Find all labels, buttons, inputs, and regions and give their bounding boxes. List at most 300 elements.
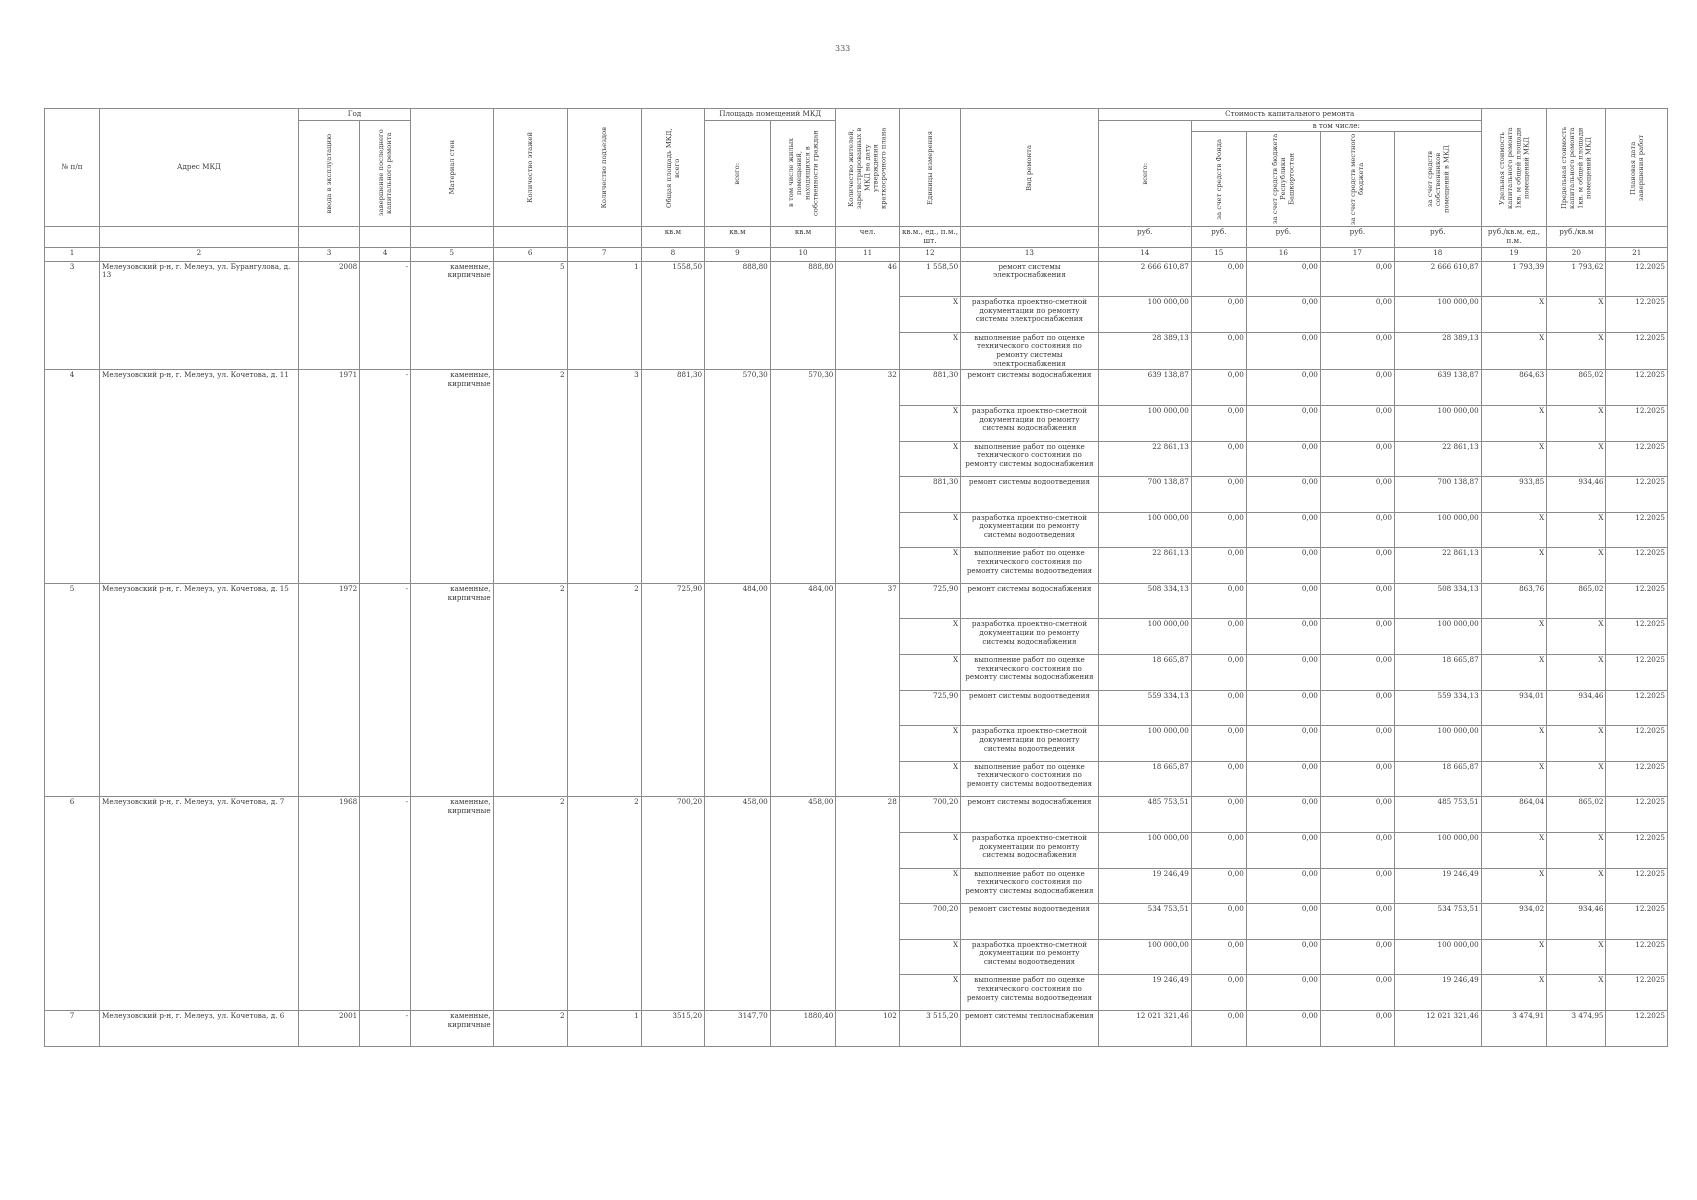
unit-cost: 933,85 (1481, 477, 1547, 513)
work-type: ремонт системы электроснабжения (961, 261, 1099, 297)
column-number: 9 (705, 247, 771, 261)
unit-value: 1 558,50 (899, 261, 960, 297)
max-cost: 865,02 (1547, 583, 1606, 619)
unit-cell: кв.м (770, 227, 836, 247)
year-commissioning: 2008 (298, 261, 359, 370)
cost-total: 19 246,49 (1098, 975, 1191, 1011)
floors: 2 (493, 370, 567, 584)
header-cost-budget-rb: за счет средств бюджета Республики Башкортостан (1246, 132, 1320, 227)
column-number: 18 (1394, 247, 1481, 261)
deadline: 12.2025 (1606, 477, 1668, 513)
residents: 28 (836, 797, 899, 1011)
header-work-type: Вид ремонта (961, 109, 1099, 227)
cost-fund: 0,00 (1191, 548, 1246, 584)
cost-fund: 0,00 (1191, 619, 1246, 655)
unit-cell: кв.м., ед., п.м., шт. (899, 227, 960, 247)
cost-owners: 559 334,13 (1394, 690, 1481, 726)
cost-owners: 12 021 321,46 (1394, 1011, 1481, 1047)
column-number: 20 (1547, 247, 1606, 261)
unit-value: X (899, 297, 960, 333)
unit-value: 881,30 (899, 370, 960, 406)
cost-owners: 100 000,00 (1394, 512, 1481, 548)
cost-budget-rb: 0,00 (1246, 833, 1320, 869)
cost-fund: 0,00 (1191, 477, 1246, 513)
floors: 5 (493, 261, 567, 370)
unit-cost: X (1481, 939, 1547, 975)
total-area: 881,30 (641, 370, 704, 584)
cost-local: 0,00 (1320, 939, 1394, 975)
building-address: Мелеузовский р-н, г. Мелеуз, ул. Бурангулова, д. 13 (100, 261, 299, 370)
unit-value: X (899, 975, 960, 1011)
building-num: 7 (45, 1011, 100, 1047)
cost-total: 22 861,13 (1098, 548, 1191, 584)
cost-fund: 0,00 (1191, 797, 1246, 833)
unit-value: X (899, 441, 960, 477)
cost-local: 0,00 (1320, 833, 1394, 869)
column-number: 5 (411, 247, 494, 261)
deadline: 12.2025 (1606, 939, 1668, 975)
unit-cost: X (1481, 441, 1547, 477)
cost-fund: 0,00 (1191, 868, 1246, 904)
deadline: 12.2025 (1606, 975, 1668, 1011)
work-type: разработка проектно-сметной документации по ремонту системы водоснабжения (961, 833, 1099, 869)
table-row (45, 583, 1668, 619)
cost-fund: 0,00 (1191, 761, 1246, 797)
building-address: Мелеузовский р-н, г. Мелеуз, ул. Кочетова, д. 7 (100, 797, 299, 1011)
cost-fund: 0,00 (1191, 332, 1246, 370)
column-number: 2 (100, 247, 299, 261)
max-cost: 934,46 (1547, 477, 1606, 513)
cost-total: 485 753,51 (1098, 797, 1191, 833)
residents: 37 (836, 583, 899, 797)
header-incl: в том числе: (1191, 120, 1481, 132)
residents: 46 (836, 261, 899, 370)
column-number: 16 (1246, 247, 1320, 261)
unit-value: X (899, 548, 960, 584)
cost-budget-rb: 0,00 (1246, 332, 1320, 370)
year-commissioning: 2001 (298, 1011, 359, 1047)
header-cost-owners: за счет средств собственников помещений в МКД (1394, 132, 1481, 227)
column-number: 3 (298, 247, 359, 261)
work-type: ремонт системы теплоснабжения (961, 1011, 1099, 1047)
max-cost: X (1547, 868, 1606, 904)
header-wall: Материал стен (411, 109, 494, 227)
unit-cost: 864,04 (1481, 797, 1547, 833)
unit-value: X (899, 512, 960, 548)
premises-total: 888,80 (705, 261, 771, 370)
work-type: выполнение работ по оценке технического состояния по ремонту системы электроснабжения (961, 332, 1099, 370)
cost-budget-rb: 0,00 (1246, 939, 1320, 975)
max-cost: 865,02 (1547, 370, 1606, 406)
table-row (45, 1011, 1668, 1047)
work-type: разработка проектно-сметной документации по ремонту системы водоотведения (961, 512, 1099, 548)
premises-residential: 458,00 (770, 797, 836, 1011)
cost-local: 0,00 (1320, 655, 1394, 691)
max-cost: X (1547, 548, 1606, 584)
cost-budget-rb: 0,00 (1246, 370, 1320, 406)
cost-local: 0,00 (1320, 690, 1394, 726)
year-last-repair: - (360, 583, 411, 797)
unit-value: X (899, 619, 960, 655)
work-type: разработка проектно-сметной документации по ремонту системы водоотведения (961, 939, 1099, 975)
cost-total: 100 000,00 (1098, 405, 1191, 441)
cost-fund: 0,00 (1191, 441, 1246, 477)
building-address: Мелеузовский р-н, г. Мелеуз, ул. Кочетова, д. 11 (100, 370, 299, 584)
cost-local: 0,00 (1320, 868, 1394, 904)
cost-local: 0,00 (1320, 619, 1394, 655)
cost-owners: 485 753,51 (1394, 797, 1481, 833)
max-cost: X (1547, 761, 1606, 797)
cost-owners: 19 246,49 (1394, 868, 1481, 904)
cost-fund: 0,00 (1191, 405, 1246, 441)
cost-owners: 100 000,00 (1394, 833, 1481, 869)
max-cost: 865,02 (1547, 797, 1606, 833)
cost-fund: 0,00 (1191, 512, 1246, 548)
cost-total: 100 000,00 (1098, 512, 1191, 548)
column-number: 4 (360, 247, 411, 261)
unit-cost: X (1481, 619, 1547, 655)
unit-cost: X (1481, 833, 1547, 869)
cost-local: 0,00 (1320, 797, 1394, 833)
unit-cost: 864,63 (1481, 370, 1547, 406)
unit-value: X (899, 655, 960, 691)
cost-fund: 0,00 (1191, 583, 1246, 619)
cost-budget-rb: 0,00 (1246, 904, 1320, 940)
header-year-commissioning: ввода в эксплуатацию (298, 120, 359, 227)
deadline: 12.2025 (1606, 868, 1668, 904)
unit-value: X (899, 939, 960, 975)
cost-budget-rb: 0,00 (1246, 619, 1320, 655)
header-cost-group: Стоимость капитального ремонта (1098, 109, 1481, 121)
cost-owners: 534 753,51 (1394, 904, 1481, 940)
deadline: 12.2025 (1606, 512, 1668, 548)
unit-cost: X (1481, 512, 1547, 548)
unit-cost: X (1481, 655, 1547, 691)
unit-cost: X (1481, 548, 1547, 584)
deadline: 12.2025 (1606, 405, 1668, 441)
column-number: 17 (1320, 247, 1394, 261)
unit-cell: руб. (1098, 227, 1191, 247)
cost-budget-rb: 0,00 (1246, 583, 1320, 619)
cost-total: 100 000,00 (1098, 726, 1191, 762)
cost-local: 0,00 (1320, 1011, 1394, 1047)
deadline: 12.2025 (1606, 370, 1668, 406)
work-type: выполнение работ по оценке технического состояния по ремонту системы водоснабжения (961, 441, 1099, 477)
cost-budget-rb: 0,00 (1246, 1011, 1320, 1047)
cost-budget-rb: 0,00 (1246, 477, 1320, 513)
unit-value: X (899, 761, 960, 797)
column-number: 14 (1098, 247, 1191, 261)
column-number: 12 (899, 247, 960, 261)
cost-fund: 0,00 (1191, 904, 1246, 940)
deadline: 12.2025 (1606, 261, 1668, 297)
year-last-repair: - (360, 370, 411, 584)
cost-owners: 100 000,00 (1394, 297, 1481, 333)
cost-total: 100 000,00 (1098, 619, 1191, 655)
unit-value: X (899, 726, 960, 762)
deadline: 12.2025 (1606, 1011, 1668, 1047)
residents: 102 (836, 1011, 899, 1047)
max-cost: X (1547, 512, 1606, 548)
work-type: ремонт системы водоснабжения (961, 583, 1099, 619)
unit-cell: кв.м (641, 227, 704, 247)
column-number: 15 (1191, 247, 1246, 261)
entrances: 1 (567, 261, 641, 370)
column-number: 7 (567, 247, 641, 261)
column-number: 10 (770, 247, 836, 261)
cost-owners: 18 665,87 (1394, 655, 1481, 691)
premises-residential: 484,00 (770, 583, 836, 797)
max-cost: X (1547, 441, 1606, 477)
unit-cost: 934,02 (1481, 904, 1547, 940)
header-cost-fund: за счет средств Фонда (1191, 132, 1246, 227)
unit-cell: руб./кв.м, ед., п.м. (1481, 227, 1547, 247)
work-type: выполнение работ по оценке технического состояния по ремонту системы водоснабжения (961, 655, 1099, 691)
work-type: выполнение работ по оценке технического состояния по ремонту системы водоотведения (961, 975, 1099, 1011)
unit-cell: руб. (1246, 227, 1320, 247)
header-max-cost: Предельная стоимость капитального ремонта 1кв. м общей площади помещений МКД (1547, 109, 1606, 227)
units-row (45, 227, 1668, 247)
unit-cell: кв.м (705, 227, 771, 247)
max-cost: 934,46 (1547, 690, 1606, 726)
premises-total: 570,30 (705, 370, 771, 584)
building-num: 4 (45, 370, 100, 584)
deadline: 12.2025 (1606, 797, 1668, 833)
premises-total: 3147,70 (705, 1011, 771, 1047)
header-year-last-repair: завершение последнего капитального ремонта (360, 120, 411, 227)
header-total-area: Общая площадь МКД, всего (641, 109, 704, 227)
unit-cost: X (1481, 868, 1547, 904)
unit-value: 700,20 (899, 904, 960, 940)
unit-cost: X (1481, 761, 1547, 797)
wall-material: каменные, кирпичные (411, 1011, 494, 1047)
work-type: ремонт системы водоотведения (961, 690, 1099, 726)
cost-local: 0,00 (1320, 261, 1394, 297)
year-commissioning: 1968 (298, 797, 359, 1011)
max-cost: X (1547, 332, 1606, 370)
unit-cell: руб./кв.м (1547, 227, 1606, 247)
page-number: 333 (835, 44, 851, 53)
cost-owners: 508 334,13 (1394, 583, 1481, 619)
max-cost: X (1547, 975, 1606, 1011)
cost-total: 100 000,00 (1098, 833, 1191, 869)
cost-owners: 28 389,13 (1394, 332, 1481, 370)
cost-budget-rb: 0,00 (1246, 761, 1320, 797)
table-header (45, 109, 1668, 262)
column-number: 1 (45, 247, 100, 261)
building-address: Мелеузовский р-н, г. Мелеуз, ул. Кочетова, д. 15 (100, 583, 299, 797)
max-cost: 1 793,62 (1547, 261, 1606, 297)
max-cost: 934,46 (1547, 904, 1606, 940)
unit-cost: X (1481, 405, 1547, 441)
header-entrances: Количество подъездов (567, 109, 641, 227)
work-type: разработка проектно-сметной документации по ремонту системы водоснабжения (961, 619, 1099, 655)
unit-value: 725,90 (899, 583, 960, 619)
total-area: 725,90 (641, 583, 704, 797)
work-type: ремонт системы водоснабжения (961, 797, 1099, 833)
deadline: 12.2025 (1606, 332, 1668, 370)
cost-local: 0,00 (1320, 477, 1394, 513)
cost-total: 100 000,00 (1098, 297, 1191, 333)
building-address: Мелеузовский р-н, г. Мелеуз, ул. Кочетова, д. 6 (100, 1011, 299, 1047)
header-floors: Количество этажей (493, 109, 567, 227)
wall-material: каменные, кирпичные (411, 261, 494, 370)
work-type: выполнение работ по оценке технического состояния по ремонту системы водоотведения (961, 761, 1099, 797)
cost-budget-rb: 0,00 (1246, 441, 1320, 477)
premises-residential: 888,80 (770, 261, 836, 370)
table-row (45, 797, 1668, 833)
cost-owners: 100 000,00 (1394, 619, 1481, 655)
entrances: 1 (567, 1011, 641, 1047)
cost-total: 534 753,51 (1098, 904, 1191, 940)
work-type: ремонт системы водоотведения (961, 904, 1099, 940)
header-unit-cost: Удельная стоимость капитального ремонта 1кв. м общей площади помещений МКД (1481, 109, 1547, 227)
cost-budget-rb: 0,00 (1246, 797, 1320, 833)
header-cost-local: за счет средств местного бюджета (1320, 132, 1394, 227)
max-cost: X (1547, 655, 1606, 691)
table-body (45, 261, 1668, 1046)
max-cost: 3 474,95 (1547, 1011, 1606, 1047)
deadline: 12.2025 (1606, 833, 1668, 869)
deadline: 12.2025 (1606, 761, 1668, 797)
cost-owners: 100 000,00 (1394, 939, 1481, 975)
unit-cost: 3 474,91 (1481, 1011, 1547, 1047)
cost-owners: 2 666 610,87 (1394, 261, 1481, 297)
unit-cost: X (1481, 726, 1547, 762)
header-premises-group: Площадь помещений МКД (705, 109, 836, 121)
premises-total: 458,00 (705, 797, 771, 1011)
cost-local: 0,00 (1320, 441, 1394, 477)
floors: 2 (493, 1011, 567, 1047)
unit-value: X (899, 868, 960, 904)
work-type: разработка проектно-сметной документации по ремонту системы электроснабжения (961, 297, 1099, 333)
cost-owners: 700 138,87 (1394, 477, 1481, 513)
table-row (45, 370, 1668, 406)
cost-owners: 19 246,49 (1394, 975, 1481, 1011)
header-premises-total: всего: (705, 120, 771, 227)
work-type: разработка проектно-сметной документации по ремонту системы водоотведения (961, 726, 1099, 762)
entrances: 3 (567, 370, 641, 584)
year-last-repair: - (360, 1011, 411, 1047)
header-address: Адрес МКД (100, 109, 299, 227)
cost-local: 0,00 (1320, 370, 1394, 406)
cost-fund: 0,00 (1191, 975, 1246, 1011)
unit-value: X (899, 405, 960, 441)
unit-cost: 934,01 (1481, 690, 1547, 726)
cost-total: 19 246,49 (1098, 868, 1191, 904)
cost-fund: 0,00 (1191, 1011, 1246, 1047)
residents: 32 (836, 370, 899, 584)
cost-total: 2 666 610,87 (1098, 261, 1191, 297)
unit-cost: X (1481, 332, 1547, 370)
premises-residential: 1880,40 (770, 1011, 836, 1047)
cost-local: 0,00 (1320, 904, 1394, 940)
column-number: 6 (493, 247, 567, 261)
cost-local: 0,00 (1320, 297, 1394, 333)
deadline: 12.2025 (1606, 297, 1668, 333)
work-type: ремонт системы водоотведения (961, 477, 1099, 513)
work-type: выполнение работ по оценке технического состояния по ремонту системы водоснабжения (961, 868, 1099, 904)
deadline: 12.2025 (1606, 655, 1668, 691)
cost-owners: 18 665,87 (1394, 761, 1481, 797)
cost-fund: 0,00 (1191, 370, 1246, 406)
cost-fund: 0,00 (1191, 939, 1246, 975)
unit-value: 725,90 (899, 690, 960, 726)
cost-local: 0,00 (1320, 405, 1394, 441)
cost-owners: 639 138,87 (1394, 370, 1481, 406)
cost-budget-rb: 0,00 (1246, 655, 1320, 691)
unit-cell: руб. (1191, 227, 1246, 247)
floors: 2 (493, 797, 567, 1011)
deadline: 12.2025 (1606, 548, 1668, 584)
premises-total: 484,00 (705, 583, 771, 797)
cost-local: 0,00 (1320, 512, 1394, 548)
cost-local: 0,00 (1320, 975, 1394, 1011)
unit-value: 881,30 (899, 477, 960, 513)
header-cost-total: всего: (1098, 120, 1191, 227)
header-residents: Количество жителей, зарегистрированных в МКД на дату утверждения краткосрочного плана (836, 109, 899, 227)
max-cost: X (1547, 297, 1606, 333)
cost-budget-rb: 0,00 (1246, 726, 1320, 762)
unit-value: X (899, 833, 960, 869)
cost-budget-rb: 0,00 (1246, 405, 1320, 441)
cost-fund: 0,00 (1191, 690, 1246, 726)
cost-owners: 100 000,00 (1394, 726, 1481, 762)
total-area: 1558,50 (641, 261, 704, 370)
cost-local: 0,00 (1320, 332, 1394, 370)
column-number: 19 (1481, 247, 1547, 261)
floors: 2 (493, 583, 567, 797)
year-last-repair: - (360, 797, 411, 1011)
cost-local: 0,00 (1320, 761, 1394, 797)
max-cost: X (1547, 726, 1606, 762)
header-year-group: Год (298, 109, 410, 121)
cost-local: 0,00 (1320, 726, 1394, 762)
building-num: 5 (45, 583, 100, 797)
max-cost: X (1547, 833, 1606, 869)
total-area: 700,20 (641, 797, 704, 1011)
cost-total: 639 138,87 (1098, 370, 1191, 406)
max-cost: X (1547, 939, 1606, 975)
unit-cell: руб. (1320, 227, 1394, 247)
max-cost: X (1547, 405, 1606, 441)
cost-owners: 22 861,13 (1394, 441, 1481, 477)
unit-cost: X (1481, 975, 1547, 1011)
cost-total: 700 138,87 (1098, 477, 1191, 513)
cost-local: 0,00 (1320, 548, 1394, 584)
unit-cell: чел. (836, 227, 899, 247)
cost-total: 12 021 321,46 (1098, 1011, 1191, 1047)
work-type: ремонт системы водоснабжения (961, 370, 1099, 406)
cost-total: 100 000,00 (1098, 939, 1191, 975)
entrances: 2 (567, 797, 641, 1011)
column-numbers-row (45, 247, 1668, 261)
entrances: 2 (567, 583, 641, 797)
cost-total: 28 389,13 (1098, 332, 1191, 370)
deadline: 12.2025 (1606, 619, 1668, 655)
cost-fund: 0,00 (1191, 261, 1246, 297)
cost-total: 18 665,87 (1098, 761, 1191, 797)
cost-total: 559 334,13 (1098, 690, 1191, 726)
column-number: 13 (961, 247, 1099, 261)
cost-budget-rb: 0,00 (1246, 548, 1320, 584)
unit-cell: руб. (1394, 227, 1481, 247)
cost-budget-rb: 0,00 (1246, 297, 1320, 333)
cost-budget-rb: 0,00 (1246, 868, 1320, 904)
wall-material: каменные, кирпичные (411, 583, 494, 797)
column-number: 21 (1606, 247, 1668, 261)
cost-fund: 0,00 (1191, 726, 1246, 762)
